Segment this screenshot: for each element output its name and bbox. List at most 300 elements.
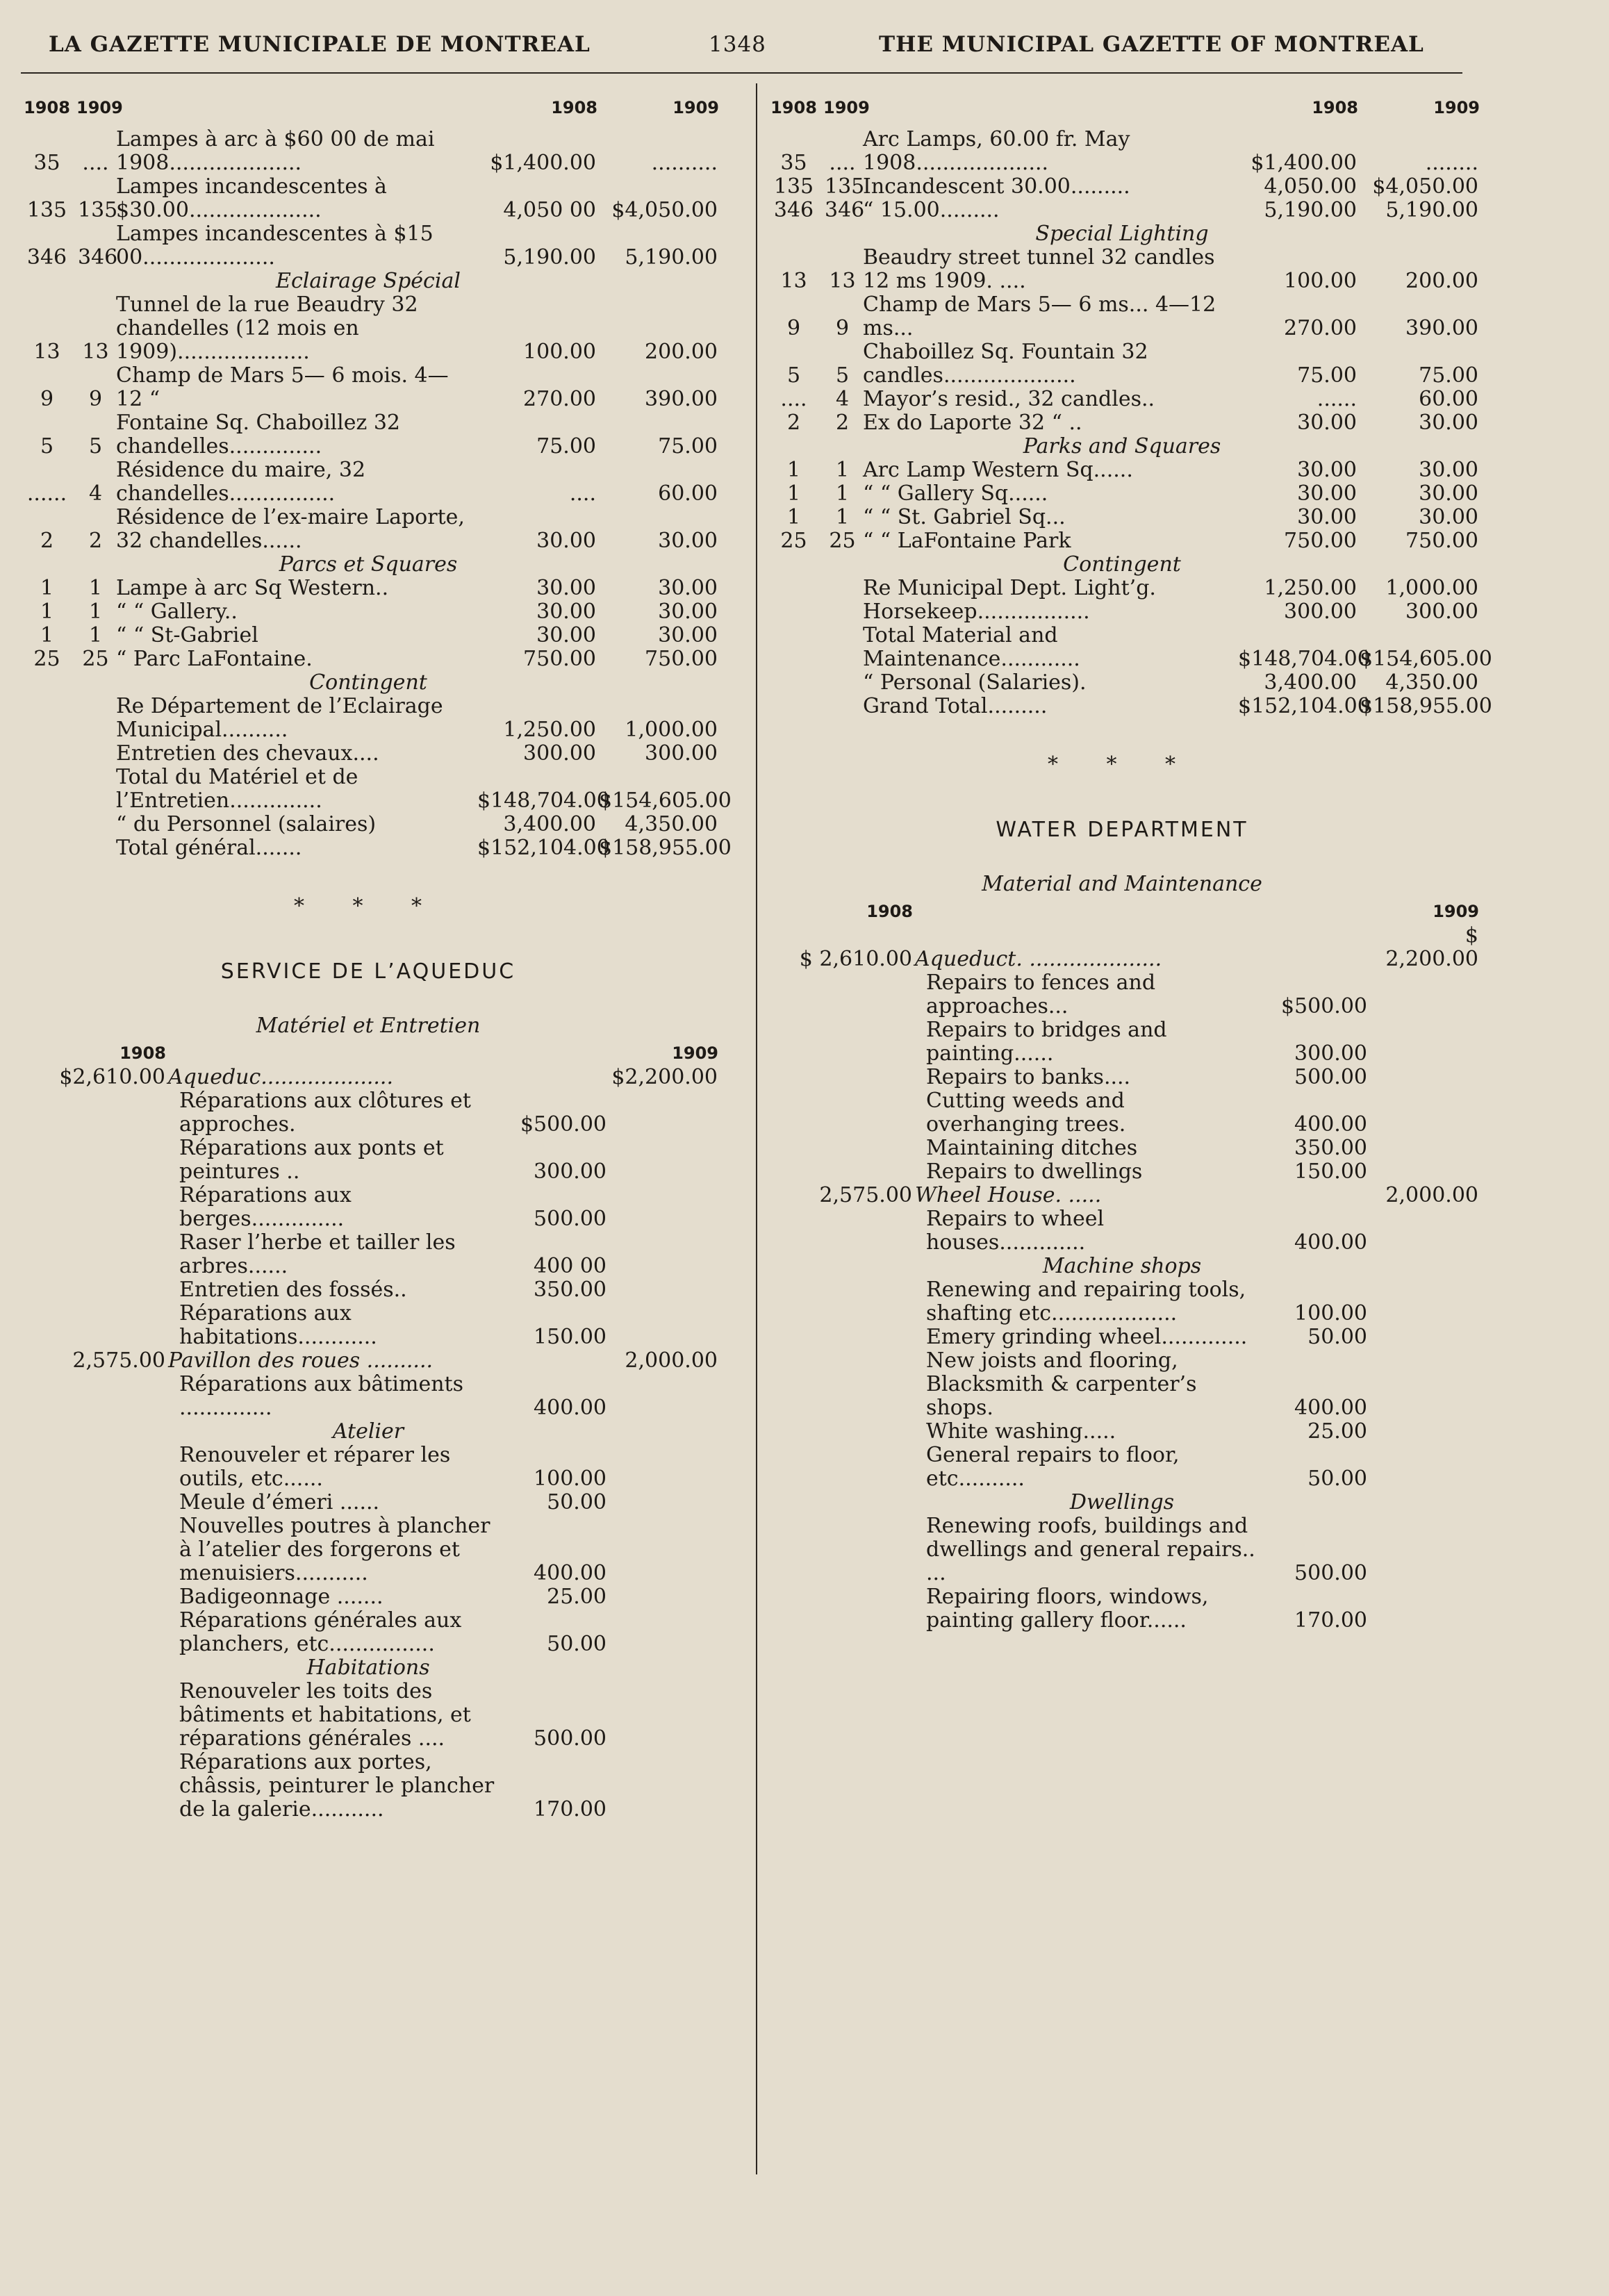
item-description: Re Municipal Dept. Light’g. (863, 576, 1156, 600)
water-table-fr (17, 1041, 719, 1822)
table-row (764, 1278, 1480, 1325)
item-description: Lampes incandescentes à $30.00.................... (116, 174, 387, 222)
table-row (17, 624, 719, 647)
table-row (17, 647, 719, 671)
lamps-1908 (17, 695, 76, 742)
table-row (764, 459, 1480, 482)
amount-1908: $1,400.00 (1251, 151, 1357, 175)
col-1909: 1909 (823, 98, 870, 117)
lamps-1908 (764, 600, 823, 624)
amount-1908-header: 1908 (551, 98, 597, 117)
table-row (17, 742, 719, 766)
subheading: Eclairage Spécial (276, 269, 461, 293)
total-1909 (1369, 1160, 1480, 1184)
lamps-1908: 35 (33, 151, 60, 175)
table-row (17, 1751, 719, 1822)
item-description: Total Material and Maintenance............ (863, 623, 1080, 671)
item-amount: 170.00 (534, 1797, 607, 1822)
item-amount: 170.00 (1294, 1608, 1367, 1633)
amount-1909: $154,605.00 (599, 788, 732, 813)
subheading-row (764, 435, 1480, 459)
lamps-1909: 135 (78, 198, 118, 222)
item-description: Re Département de l’Eclairage Municipal.......... (116, 694, 443, 742)
page-number: 1348 (709, 32, 766, 57)
amount-1908: 75.00 (536, 434, 596, 459)
table-row (17, 836, 719, 860)
lamps-1908: 135 (26, 198, 67, 222)
lamps-1909 (823, 577, 861, 600)
item-description: White washing..... (926, 1419, 1116, 1444)
table-row (17, 1680, 719, 1751)
total-1908 (17, 1680, 167, 1751)
item-amount: $500.00 (1280, 994, 1367, 1018)
total-1909 (608, 1491, 719, 1514)
item-description: Repairs to bridges and painting...... (926, 1018, 1167, 1066)
table-row (17, 1231, 719, 1278)
amount-1908: 30.00 (1297, 411, 1357, 435)
table-row (764, 482, 1480, 506)
item-amount: 50.00 (547, 1490, 607, 1514)
lamps-1908 (17, 836, 76, 860)
item-description: Champ de Mars 5— 6 mois. 4—12 “ (116, 363, 449, 411)
item-description: Pavillon des roues .......... (168, 1348, 434, 1373)
amount-1908: 300.00 (523, 741, 596, 766)
lamps-1908: 346 (773, 198, 814, 222)
item-amount: 150.00 (1294, 1159, 1367, 1184)
item-description: “ “ LaFontaine Park (863, 529, 1071, 553)
amount-1908: 100.00 (523, 340, 596, 364)
total-1909 (1369, 1514, 1480, 1585)
item-amount: 150.00 (534, 1325, 607, 1349)
amount-1908: .... (569, 481, 596, 506)
total-1909: $ 2,200.00 (1385, 923, 1478, 971)
amount-1909: 30.00 (1419, 458, 1478, 482)
item-description: Résidence du maire, 32 chandelles................ (116, 458, 366, 506)
lamps-1908: 13 (33, 340, 60, 364)
item-description: Résidence de l’ex-maire Laporte, 32 chandelles...... (116, 505, 465, 553)
item-description: Repairing floors, windows, painting gallery floor...... (926, 1585, 1209, 1633)
table-row (17, 695, 719, 742)
total-1908 (764, 1444, 914, 1491)
total-1909 (608, 1680, 719, 1751)
table-row (17, 1184, 719, 1231)
amount-1908-header: 1908 (1312, 98, 1358, 117)
total-1908 (17, 1751, 167, 1822)
english-column (764, 90, 1492, 1633)
total-1908 (764, 1089, 914, 1137)
subheading: Machine shops (1042, 1254, 1202, 1278)
item-amount: 400.00 (534, 1396, 607, 1420)
lamps-1909 (76, 742, 115, 766)
amount-1909: 30.00 (1419, 481, 1478, 506)
table-row (764, 624, 1480, 671)
total-1909 (608, 1089, 719, 1137)
total-1909 (1369, 1137, 1480, 1160)
item-description: General repairs to floor, etc.......... (926, 1443, 1180, 1491)
item-description: Cutting weeds and overhanging trees. (926, 1089, 1126, 1137)
item-amount: 350.00 (534, 1278, 607, 1302)
amount-1908: 4,050.00 (1264, 174, 1357, 199)
item-description: “ du Personnel (salaires) (116, 812, 377, 836)
lamps-1908: 1 (786, 481, 801, 506)
item-description: Lampes à arc à $60 00 de mai 1908.................... (116, 127, 435, 175)
header-french-title: LA GAZETTE MUNICIPALE DE MONTREAL (49, 32, 591, 57)
item-amount: 50.00 (547, 1632, 607, 1656)
subheading: Habitations (306, 1655, 430, 1680)
amount-1908: 5,190.00 (503, 245, 596, 270)
item-description: Wheel House. ..... (915, 1183, 1102, 1207)
water-table-en (764, 899, 1480, 1633)
total-1909 (1369, 1325, 1480, 1349)
total-1909 (608, 1184, 719, 1231)
item-description: Lampes incandescentes à $15 00.................... (116, 222, 434, 270)
amount-1909: 30.00 (1419, 411, 1478, 435)
lamps-1909 (76, 766, 115, 813)
water-1908-header: 1908 (866, 902, 913, 921)
table-row (17, 506, 719, 553)
item-description: Réparations aux habitations............ (179, 1301, 377, 1349)
lamps-1908 (764, 671, 823, 695)
total-1909 (608, 1231, 719, 1278)
subheading-row (764, 1491, 1480, 1514)
table-row (17, 293, 719, 364)
subheading: Contingent (309, 670, 427, 695)
item-description: Renewing and repairing tools, shafting etc................... (926, 1278, 1246, 1325)
table-row (764, 1066, 1480, 1089)
lamps-1908: 9 (40, 387, 54, 411)
item-description: Arc Lamp Western Sq...... (863, 458, 1133, 482)
lamps-1909 (823, 695, 861, 718)
amount-1908: 1,250.00 (503, 718, 596, 742)
lamps-1909: 1 (835, 505, 850, 529)
amount-1908: 100.00 (1284, 269, 1357, 293)
table-row (764, 1444, 1480, 1491)
col-1908: 1908 (24, 98, 70, 117)
lamps-1908: 35 (780, 151, 807, 175)
item-amount: 300.00 (534, 1159, 607, 1184)
item-amount: 100.00 (534, 1467, 607, 1491)
item-description: Mayor’s resid., 32 candles.. (863, 387, 1155, 411)
total-1909 (1369, 971, 1480, 1018)
total-1908 (764, 1514, 914, 1585)
amount-1909: 750.00 (645, 647, 718, 671)
table-row (17, 1514, 719, 1585)
section-title: SERVICE DE L’AQUEDUC (220, 959, 516, 984)
amount-1909: $158,955.00 (599, 836, 732, 860)
lamps-1909: 1 (88, 600, 103, 624)
lamps-1908: 9 (786, 316, 801, 340)
item-amount (1264, 924, 1369, 971)
total-1908: $ 2,610.00 (799, 947, 912, 971)
lamps-1909: 135 (825, 174, 865, 199)
table-row (764, 388, 1480, 411)
header-rule (21, 72, 1462, 74)
total-1909 (1369, 1066, 1480, 1089)
item-description: Incandescent 30.00......... (863, 174, 1130, 199)
total-1908 (17, 1137, 167, 1184)
item-description: Renouveler les toits des bâtiments et habitations, et réparations générales .... (179, 1679, 471, 1751)
item-description: Ex do Laporte 32 “ .. (863, 411, 1082, 435)
total-1908: 2,575.00 (72, 1348, 165, 1373)
amount-1908: 3,400.00 (1264, 670, 1357, 695)
table-row (17, 1585, 719, 1609)
item-description: “ 15.00......... (863, 198, 1000, 222)
total-1908 (764, 1137, 914, 1160)
table-row (764, 971, 1480, 1018)
item-amount: 500.00 (1294, 1065, 1367, 1089)
total-1908 (764, 1278, 914, 1325)
subheading-row (17, 1656, 719, 1680)
amount-1909: 30.00 (658, 623, 718, 647)
lamps-1909: 9 (88, 387, 103, 411)
lamps-1908: 25 (33, 647, 60, 671)
lamps-1908: 1 (40, 600, 54, 624)
header-english-title: THE MUNICIPAL GAZETTE OF MONTREAL (879, 32, 1424, 57)
item-amount: 400.00 (534, 1561, 607, 1585)
table-row (764, 175, 1480, 199)
subheading-row (764, 1255, 1480, 1278)
amount-1909: 200.00 (645, 340, 718, 364)
lamps-1909: .... (829, 151, 856, 175)
item-description: Réparations aux ponts et peintures .. (179, 1136, 444, 1184)
amount-1908: 75.00 (1297, 363, 1357, 388)
item-amount: 400.00 (1294, 1112, 1367, 1137)
lamps-1908: 25 (780, 529, 807, 553)
lamps-1908: 2 (40, 529, 54, 553)
total-1908 (17, 1089, 167, 1137)
col-1909: 1909 (76, 98, 123, 117)
total-1908 (764, 1325, 914, 1349)
amount-1908: 270.00 (523, 387, 596, 411)
section-subtitle: Matériel et Entretien (256, 1014, 481, 1038)
table-row (17, 1137, 719, 1184)
total-1908 (764, 1585, 914, 1633)
item-description: Réparations aux clôtures et approches. (179, 1089, 471, 1137)
item-amount: 500.00 (534, 1726, 607, 1751)
table-row (17, 1089, 719, 1137)
lamps-1909: 25 (829, 529, 856, 553)
lamps-1909: .... (82, 151, 109, 175)
total-1909 (1369, 1420, 1480, 1444)
item-description: Emery grinding wheel............. (926, 1325, 1248, 1349)
item-amount: 25.00 (1307, 1419, 1367, 1444)
item-amount (1264, 1184, 1369, 1207)
amount-1909: .......... (651, 151, 718, 175)
table-row (17, 1609, 719, 1656)
amount-1908: $148,704.00 (1238, 647, 1371, 671)
amount-1909: 75.00 (658, 434, 718, 459)
total-1909 (608, 1278, 719, 1302)
lamps-1908: 1 (40, 623, 54, 647)
total-1909: 2,000.00 (1385, 1183, 1478, 1207)
table-row (764, 671, 1480, 695)
section-separator: * * * (293, 894, 443, 918)
item-amount: 50.00 (1307, 1325, 1367, 1349)
lamps-1909 (76, 813, 115, 836)
item-description: Entretien des fossés.. (179, 1278, 407, 1302)
lamps-1909: 13 (829, 269, 856, 293)
item-amount: 350.00 (1294, 1136, 1367, 1160)
lamps-1908 (17, 766, 76, 813)
table-row (17, 1373, 719, 1420)
water-1909-header: 1909 (1433, 902, 1479, 921)
lamps-1908: 1 (786, 505, 801, 529)
amount-1908: 4,050 00 (503, 198, 596, 222)
total-1908: 2,575.00 (819, 1183, 912, 1207)
subheading-row (17, 270, 719, 293)
amount-1909: 75.00 (1419, 363, 1478, 388)
total-1908 (17, 1184, 167, 1231)
amount-1909-header: 1909 (673, 98, 719, 117)
lamps-1908: .... (780, 387, 807, 411)
subheading-row (764, 222, 1480, 246)
item-description: Repairs to dwellings (926, 1159, 1143, 1184)
total-1908 (764, 1207, 914, 1255)
item-description: “ “ Gallery Sq...... (863, 481, 1048, 506)
amount-1909: 4,350.00 (1385, 670, 1478, 695)
table-row (764, 1420, 1480, 1444)
subheading: Parcs et Squares (279, 552, 458, 577)
total-1909 (608, 1302, 719, 1349)
subheading: Dwellings (1069, 1490, 1175, 1514)
item-amount: 400 00 (534, 1254, 607, 1278)
total-1908 (17, 1444, 167, 1491)
subheading: Atelier (332, 1419, 404, 1444)
column-divider (756, 83, 757, 2174)
item-description: Chaboillez Sq. Fountain 32 candles.................... (863, 340, 1148, 388)
item-description: Réparations aux portes, châssis, peinturer le plancher de la galerie........... (179, 1750, 495, 1822)
item-description: Horsekeep................. (863, 600, 1090, 624)
subheading: Parks and Squares (1023, 434, 1221, 459)
item-description: Arc Lamps, 60.00 fr. May 1908.................... (863, 127, 1130, 175)
total-1909 (1369, 1585, 1480, 1633)
amount-1909: $4,050.00 (611, 198, 718, 222)
item-description: Nouvelles poutres à plancher à l’atelier des forgerons et menuisiers........... (179, 1514, 490, 1585)
total-1908 (17, 1278, 167, 1302)
total-1909 (608, 1609, 719, 1656)
lamps-1909 (76, 836, 115, 860)
item-amount: 50.00 (1307, 1467, 1367, 1491)
amount-1908: 30.00 (536, 623, 596, 647)
item-description: Réparations générales aux planchers, etc................ (179, 1608, 462, 1656)
subheading-row (17, 1420, 719, 1444)
total-1909 (608, 1373, 719, 1420)
lamps-1908 (764, 624, 823, 671)
item-description: Champ de Mars 5— 6 ms... 4—12 ms... (863, 292, 1216, 340)
amount-1909: 390.00 (645, 387, 718, 411)
table-row (764, 1184, 1480, 1207)
water-1909-header: 1909 (672, 1043, 718, 1063)
table-row (17, 411, 719, 459)
table-row (764, 1137, 1480, 1160)
item-description: Fontaine Sq. Chaboillez 32 chandelles.............. (116, 411, 401, 459)
amount-1909: $154,605.00 (1360, 647, 1492, 671)
table-row (17, 813, 719, 836)
amount-1908: $152,104.00 (1238, 694, 1371, 718)
lamps-1909: 1 (835, 481, 850, 506)
item-description: Entretien des chevaux.... (116, 741, 379, 766)
total-1909 (1369, 1278, 1480, 1325)
item-description: Repairs to wheel houses............. (926, 1207, 1105, 1255)
amount-1909-header: 1909 (1433, 98, 1480, 117)
table-row (764, 1207, 1480, 1255)
lamps-1909: 4 (835, 387, 850, 411)
total-1909 (1369, 1018, 1480, 1066)
item-description: Badigeonnage ....... (179, 1585, 383, 1609)
amount-1908: $152,104.00 (477, 836, 610, 860)
table-row (764, 1089, 1480, 1137)
total-1909 (1369, 1089, 1480, 1137)
lamps-1909: 2 (835, 411, 850, 435)
total-1909 (608, 1444, 719, 1491)
item-amount (504, 1066, 608, 1089)
item-description: “ “ St-Gabriel (116, 623, 258, 647)
total-1909: $2,200.00 (611, 1065, 718, 1089)
amount-1908: 30.00 (1297, 458, 1357, 482)
total-1908 (17, 1302, 167, 1349)
lamps-1909: 4 (88, 481, 103, 506)
amount-1909: 390.00 (1405, 316, 1478, 340)
table-row (17, 459, 719, 506)
item-description: Renouveler et réparer les outils, etc...... (179, 1443, 451, 1491)
amount-1909: 750.00 (1405, 529, 1478, 553)
item-description: “ Personal (Salaries). (863, 670, 1087, 695)
lamps-1908 (764, 695, 823, 718)
amount-1909: 30.00 (1419, 505, 1478, 529)
item-description: Grand Total......... (863, 694, 1048, 718)
total-1908 (764, 1066, 914, 1089)
item-amount: 500.00 (1294, 1561, 1367, 1585)
total-1909 (1369, 1444, 1480, 1491)
amount-1909: 30.00 (658, 529, 718, 553)
table-row (17, 1349, 719, 1373)
table-row (17, 600, 719, 624)
lamps-1909: 2 (88, 529, 103, 553)
item-description: Repairs to fences and approaches... (926, 971, 1156, 1018)
total-1909 (608, 1137, 719, 1184)
lamps-1908: 346 (26, 245, 67, 270)
item-amount: 25.00 (547, 1585, 607, 1609)
table-row (764, 1325, 1480, 1349)
table-row (17, 1444, 719, 1491)
table-row (17, 222, 719, 270)
item-description: Renewing roofs, buildings and dwellings and general repairs.. ... (926, 1514, 1255, 1585)
table-row (17, 1278, 719, 1302)
water-1908-header: 1908 (119, 1043, 166, 1063)
table-row (764, 924, 1480, 971)
item-description: Beaudry street tunnel 32 candles 12 ms 1909. .... (863, 245, 1215, 293)
table-row (17, 1066, 719, 1089)
item-description: Tunnel de la rue Beaudry 32 chandelles (12 mois en 1909).................... (116, 292, 418, 364)
lamps-1909 (823, 671, 861, 695)
item-amount: 400.00 (1294, 1230, 1367, 1255)
lamps-1909: 346 (78, 245, 118, 270)
table-row (764, 293, 1480, 340)
amount-1909: 5,190.00 (625, 245, 718, 270)
amount-1908: 300.00 (1284, 600, 1357, 624)
amount-1908: $1,400.00 (490, 151, 596, 175)
lamps-1909: 5 (835, 363, 850, 388)
table-row (764, 506, 1480, 529)
total-1908 (764, 1349, 914, 1420)
amount-1908: ...... (1317, 387, 1357, 411)
total-1908 (764, 1160, 914, 1184)
item-amount: $500.00 (520, 1112, 607, 1137)
amount-1908: 30.00 (1297, 481, 1357, 506)
amount-1908: 30.00 (536, 529, 596, 553)
lamps-1908: 1 (786, 458, 801, 482)
item-description: Maintaining ditches (926, 1136, 1138, 1160)
